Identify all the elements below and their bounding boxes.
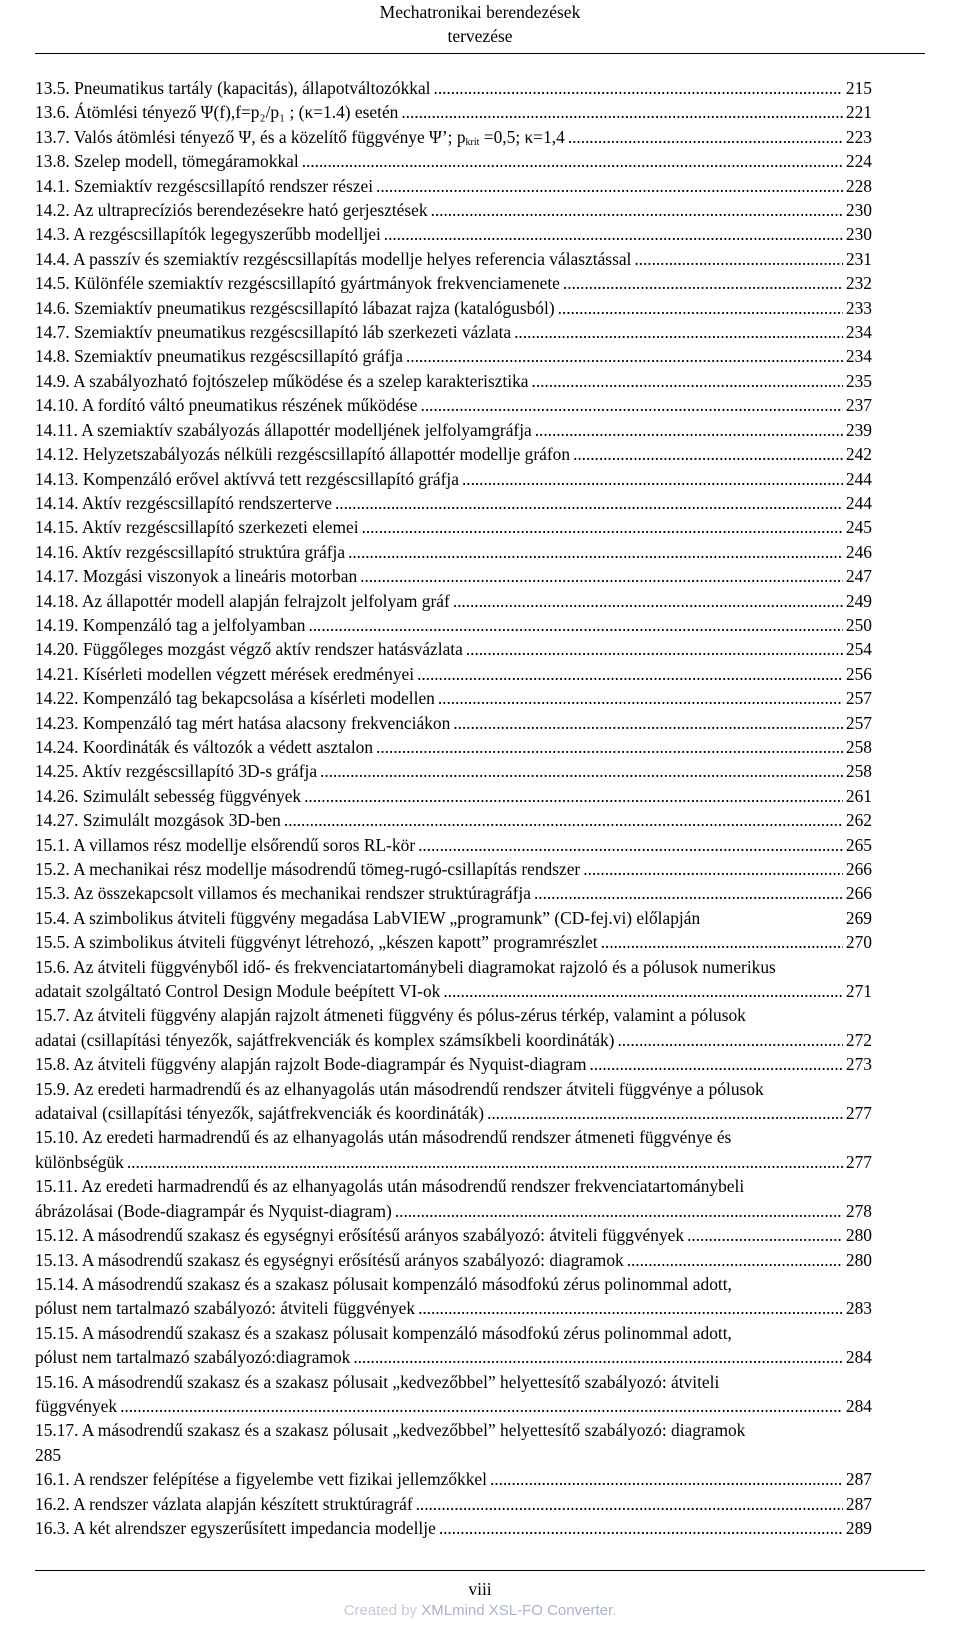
toc-entry-page: 250 bbox=[845, 614, 872, 635]
toc-entry-title: pólust nem tartalmazó szabályozó:diagramok bbox=[35, 1347, 351, 1368]
toc-entry-page: 262 bbox=[845, 810, 872, 831]
toc-entry[interactable] bbox=[35, 1321, 925, 1370]
dot-leader bbox=[418, 1296, 843, 1320]
toc-entry-page: 256 bbox=[845, 663, 872, 684]
toc-entry-title: 14.19. Kompenzáló tag a jelfolyamban bbox=[35, 614, 306, 635]
toc-entry[interactable] bbox=[35, 344, 925, 368]
toc-entry-title: ábrázolásai (Bode-diagrampár és Nyquist-diagram) bbox=[35, 1200, 392, 1221]
toc-entry[interactable] bbox=[35, 76, 925, 100]
toc-entry[interactable] bbox=[35, 735, 925, 759]
dot-leader bbox=[535, 418, 843, 442]
dot-leader bbox=[490, 1467, 843, 1491]
toc-entry-page: 273 bbox=[845, 1054, 872, 1075]
dot-leader bbox=[438, 686, 843, 710]
toc-entry-page: 249 bbox=[845, 590, 872, 611]
toc-entry-title: 14.7. Szemiaktív pneumatikus rezgéscsillapító láb szerkezeti vázlata bbox=[35, 322, 512, 343]
toc-entry-page: 287 bbox=[845, 1469, 872, 1490]
toc-entry-page: 258 bbox=[845, 761, 872, 782]
toc-entry[interactable] bbox=[35, 662, 925, 686]
dot-leader bbox=[466, 637, 843, 661]
toc-entry-page: 261 bbox=[845, 785, 872, 806]
toc-entry-page: 244 bbox=[845, 468, 872, 489]
dot-leader bbox=[443, 979, 843, 1003]
toc-entry-page: 237 bbox=[845, 395, 872, 416]
toc-entry-title: 14.18. Az állapottér modell alapján felrajzolt jelfolyam gráf bbox=[35, 590, 450, 611]
credit-brand-link[interactable]: XMLmind XSL-FO Converter bbox=[421, 1602, 613, 1619]
toc-entry-page: 221 bbox=[845, 102, 872, 123]
dot-leader bbox=[353, 1345, 843, 1369]
dot-leader bbox=[558, 296, 843, 320]
toc-entry-title: 14.24. Koordináták és változók a védett asztalon bbox=[35, 736, 374, 757]
toc-entry[interactable] bbox=[35, 784, 925, 808]
toc-entry-page: 234 bbox=[845, 322, 872, 343]
toc-entry[interactable] bbox=[35, 515, 925, 539]
toc-entry[interactable] bbox=[35, 637, 925, 661]
toc-entry-page: 230 bbox=[845, 200, 872, 221]
toc-entry[interactable] bbox=[35, 247, 925, 271]
toc-entry-page: 233 bbox=[845, 297, 872, 318]
toc-entry-title: adatai (csillapítási tényezők, sajátfrekvenciák és komplex számsíkbeli koordináták) bbox=[35, 1029, 615, 1050]
toc-entry-title: 14.12. Helyzetszabályozás nélküli rezgéscsillapító állapottér modellje gráfon bbox=[35, 444, 571, 465]
credit-prefix: Created by bbox=[343, 1602, 422, 1619]
dot-leader bbox=[417, 662, 843, 686]
toc-entry-page: 269 bbox=[845, 907, 872, 928]
toc-entry-title: 14.14. Aktív rezgéscsillapító rendszerterve bbox=[35, 492, 332, 513]
toc-entry[interactable] bbox=[35, 930, 925, 954]
toc-entry[interactable] bbox=[35, 857, 925, 881]
toc-entry-page: 271 bbox=[845, 981, 872, 1002]
toc-entry-page: 244 bbox=[845, 492, 872, 513]
footer-rule bbox=[35, 1570, 925, 1571]
toc-entry[interactable] bbox=[35, 1272, 925, 1321]
converter-credit bbox=[0, 1602, 960, 1619]
dot-leader bbox=[568, 125, 843, 149]
toc-entry-title: 15.1. A villamos rész modellje elsőrendű soros RL-kör bbox=[35, 834, 416, 855]
dot-leader bbox=[416, 1492, 843, 1516]
toc-entry-page: 254 bbox=[845, 639, 872, 660]
dot-leader bbox=[563, 271, 843, 295]
toc-entry-page: 235 bbox=[845, 370, 872, 391]
toc-entry-title: adatait szolgáltató Control Design Module beépített VI-ok bbox=[35, 981, 441, 1002]
toc-entry-title: 13.8. Szelep modell, tömegáramokkal bbox=[35, 151, 299, 172]
toc-entry[interactable] bbox=[35, 1125, 925, 1174]
list-of-figures bbox=[35, 76, 925, 1540]
toc-entry[interactable] bbox=[35, 833, 925, 857]
toc-entry-page: 266 bbox=[845, 883, 872, 904]
toc-entry-title-line1: 15.11. Az eredeti harmadrendű és az elhanyagolás után másodrendű rendszer frekvenciatartománybeli bbox=[35, 1176, 745, 1197]
toc-entry[interactable] bbox=[35, 320, 925, 344]
toc-entry-page: 284 bbox=[845, 1347, 872, 1368]
dot-leader bbox=[601, 930, 843, 954]
toc-entry[interactable] bbox=[35, 808, 925, 832]
toc-entry[interactable] bbox=[35, 955, 925, 1004]
toc-entry[interactable] bbox=[35, 1174, 925, 1223]
dot-leader bbox=[418, 833, 843, 857]
toc-entry-page: 272 bbox=[845, 1029, 872, 1050]
toc-entry[interactable] bbox=[35, 149, 925, 173]
toc-entry-title: 14.10. A fordító váltó pneumatikus részének működése bbox=[35, 395, 418, 416]
toc-entry-page: 234 bbox=[845, 346, 872, 367]
toc-entry-page: 289 bbox=[845, 1517, 872, 1538]
toc-entry-page: 228 bbox=[845, 175, 872, 196]
toc-entry-title: 14.11. A szemiaktív szabályozás állapottér modelljének jelfolyamgráfja bbox=[35, 419, 532, 440]
toc-entry-title: 14.27. Szimulált mozgások 3D-ben bbox=[35, 810, 281, 831]
toc-entry-title: 15.12. A másodrendű szakasz és egységnyi erősítésű arányos szabályozó: átviteli függvények bbox=[35, 1225, 685, 1246]
toc-entry-title: 14.25. Aktív rezgéscsillapító 3D-s gráfja bbox=[35, 761, 318, 782]
toc-entry-page: 242 bbox=[845, 444, 872, 465]
toc-entry[interactable] bbox=[35, 491, 925, 515]
toc-entry[interactable] bbox=[35, 1248, 925, 1272]
toc-entry-page: 246 bbox=[845, 541, 872, 562]
toc-entry-title: 14.3. A rezgéscsillapítók legegyszerűbb modelljei bbox=[35, 224, 381, 245]
toc-entry[interactable] bbox=[35, 1003, 925, 1052]
toc-entry-title: 14.2. Az ultraprecíziós berendezésekre ható gerjesztések bbox=[35, 200, 428, 221]
dot-leader bbox=[573, 442, 843, 466]
dot-leader bbox=[487, 1101, 843, 1125]
toc-entry-title: 15.8. Az átviteli függvény alapján rajzolt Bode-diagrampár és Nyquist-diagram bbox=[35, 1054, 587, 1075]
toc-entry[interactable] bbox=[35, 271, 925, 295]
toc-entry-title: 14.6. Szemiaktív pneumatikus rezgéscsillapító lábazat rajza (katalógusból) bbox=[35, 297, 555, 318]
toc-entry-title: 13.6. Átömlési tényező Ψ(f),f=p₂/p₁ ; (κ=1.4) esetén bbox=[35, 102, 399, 123]
toc-entry-page: 247 bbox=[845, 566, 872, 587]
toc-entry-page: 230 bbox=[845, 224, 872, 245]
toc-entry-title: függvények bbox=[35, 1395, 118, 1416]
dot-leader bbox=[384, 222, 843, 246]
toc-entry[interactable] bbox=[35, 613, 925, 637]
toc-entry-title: 16.2. A rendszer vázlata alapján készített struktúragráf bbox=[35, 1493, 413, 1514]
toc-entry[interactable] bbox=[35, 467, 925, 491]
toc-entry-title-line1: 15.16. A másodrendű szakasz és a szakasz pólusait „kedvezőbbel” helyettesítő szabályozó: átviteli bbox=[35, 1371, 720, 1392]
toc-entry-title-line1: 15.17. A másodrendű szakasz és a szakasz pólusait „kedvezőbbel” helyettesítő szabályozó: diagramok bbox=[35, 1420, 746, 1441]
dot-leader bbox=[362, 515, 843, 539]
header-title-line2: tervezése bbox=[447, 26, 513, 46]
toc-entry-title: 14.21. Kísérleti modellen végzett mérések eredményei bbox=[35, 663, 415, 684]
toc-entry-title-line1: 15.10. Az eredeti harmadrendű és az elhanyagolás után másodrendű rendszer átmeneti függvénye és bbox=[35, 1127, 732, 1148]
toc-entry-title: 14.1. Szemiaktív rezgéscsillapító rendszer részei bbox=[35, 175, 374, 196]
toc-entry[interactable] bbox=[35, 369, 925, 393]
dot-leader bbox=[583, 857, 843, 881]
dot-leader bbox=[320, 759, 843, 783]
toc-entry-title: 14.23. Kompenzáló tag mért hatása alacsony frekvenciákon bbox=[35, 712, 451, 733]
toc-entry[interactable] bbox=[35, 222, 925, 246]
dot-leader bbox=[634, 247, 843, 271]
toc-entry-title: 15.4. A szimbolikus átviteli függvény megadása LabVIEW „programunk” (CD-fej.vi) előlapján bbox=[35, 907, 701, 928]
toc-entry-title: 14.13. Kompenzáló erővel aktívvá tett rezgéscsillapító gráfja bbox=[35, 468, 459, 489]
toc-entry[interactable] bbox=[35, 1077, 925, 1126]
toc-entry-page: 257 bbox=[845, 688, 872, 709]
toc-entry[interactable] bbox=[35, 564, 925, 588]
toc-entry-title: 13.7. Valós átömlési tényező Ψ, és a közelítő függvénye Ψ’; $p_{krit} =0,5$; κ=1,4 bbox=[35, 126, 565, 148]
header-title-line1: Mechatronikai berendezések bbox=[379, 2, 581, 22]
toc-entry[interactable] bbox=[35, 1516, 925, 1540]
toc-entry-page: 258 bbox=[845, 736, 872, 757]
toc-entry-title: 14.22. Kompenzáló tag bekapcsolása a kísérleti modellen bbox=[35, 688, 435, 709]
toc-entry-title-line1: 15.14. A másodrendű szakasz és a szakasz pólusait kompenzáló másodfokú zérus polinommal adott, bbox=[35, 1273, 732, 1294]
toc-entry-title: 15.13. A másodrendű szakasz és egységnyi erősítésű arányos szabályozó: diagramok bbox=[35, 1249, 624, 1270]
toc-entry-title-line1: 15.15. A másodrendű szakasz és a szakasz pólusait kompenzáló másodfokú zérus polinommal adott, bbox=[35, 1322, 732, 1343]
toc-entry-title: 14.4. A passzív és szemiaktív rezgéscsillapítás modellje helyes referencia választással bbox=[35, 248, 632, 269]
dot-leader bbox=[308, 613, 842, 637]
toc-entry[interactable] bbox=[35, 100, 925, 124]
dot-leader bbox=[376, 174, 843, 198]
toc-entry-page: 287 bbox=[845, 1493, 872, 1514]
toc-entry-page: 277 bbox=[845, 1151, 872, 1172]
toc-entry-page: 277 bbox=[845, 1103, 872, 1124]
toc-entry-title: 14.8. Szemiaktív pneumatikus rezgéscsillapító gráfja bbox=[35, 346, 403, 367]
toc-entry[interactable] bbox=[35, 759, 925, 783]
page-number: viii bbox=[468, 1579, 492, 1599]
toc-entry-page: 257 bbox=[845, 712, 872, 733]
credit-suffix: . bbox=[612, 1602, 617, 1619]
toc-entry[interactable] bbox=[35, 1223, 925, 1247]
toc-entry[interactable] bbox=[35, 540, 925, 564]
toc-entry[interactable] bbox=[35, 174, 925, 198]
toc-entry-page: 265 bbox=[845, 834, 872, 855]
toc-entry[interactable] bbox=[35, 686, 925, 710]
toc-entry-title: 16.1. A rendszer felépítése a figyelembe vett fizikai jellemzőkkel bbox=[35, 1469, 487, 1490]
toc-entry[interactable] bbox=[35, 296, 925, 320]
toc-entry-title: 14.16. Aktív rezgéscsillapító struktúra gráfja bbox=[35, 541, 346, 562]
toc-entry[interactable] bbox=[35, 442, 925, 466]
dot-leader bbox=[335, 491, 843, 515]
toc-entry[interactable] bbox=[35, 1052, 925, 1076]
toc-entry[interactable] bbox=[35, 1467, 925, 1491]
toc-entry-title: 15.3. Az összekapcsolt villamos és mechanikai rendszer struktúragráfja bbox=[35, 883, 531, 904]
toc-entry-title-line1: 15.9. Az eredeti harmadrendű és az elhanyagolás után másodrendű rendszer átviteli függvénye a pólusok bbox=[35, 1078, 764, 1099]
toc-entry-page: 239 bbox=[845, 419, 872, 440]
toc-entry-page: 285 bbox=[35, 1444, 62, 1465]
dot-leader bbox=[627, 1248, 843, 1272]
toc-entry-page: 245 bbox=[845, 517, 872, 538]
toc-entry-page: 215 bbox=[845, 78, 872, 98]
toc-entry-page: 284 bbox=[845, 1395, 872, 1416]
toc-entry-title: 16.3. A két alrendszer egyszerűsített impedancia modellje bbox=[35, 1517, 436, 1538]
toc-entry[interactable] bbox=[35, 589, 925, 613]
dot-leader bbox=[421, 393, 843, 417]
dot-leader bbox=[453, 711, 843, 735]
toc-entry[interactable] bbox=[35, 881, 925, 905]
dot-leader bbox=[439, 1516, 843, 1540]
toc-entry-page: 280 bbox=[845, 1225, 872, 1246]
toc-entry[interactable] bbox=[35, 393, 925, 417]
toc-entry-title: 14.26. Szimulált sebesség függvények bbox=[35, 785, 302, 806]
toc-entry-title: 15.2. A mechanikai rész modellje másodrendű tömeg-rugó-csillapítás rendszer bbox=[35, 859, 581, 879]
dot-leader bbox=[532, 369, 843, 393]
dot-leader bbox=[360, 564, 843, 588]
toc-entry-title: pólust nem tartalmazó szabályozó: átviteli függvények bbox=[35, 1298, 416, 1319]
toc-entry[interactable] bbox=[35, 1370, 925, 1419]
toc-entry[interactable] bbox=[35, 906, 925, 930]
toc-entry-title: 14.9. A szabályozható fojtószelep működése és a szelep karakterisztika bbox=[35, 370, 529, 391]
dot-leader bbox=[120, 1394, 843, 1418]
dot-leader bbox=[462, 467, 843, 491]
dot-leader bbox=[453, 589, 843, 613]
toc-entry[interactable] bbox=[35, 418, 925, 442]
toc-entry-title: 14.15. Aktív rezgéscsillapító szerkezeti elemei bbox=[35, 517, 359, 538]
toc-entry-page: 270 bbox=[845, 932, 872, 953]
dot-leader bbox=[514, 320, 843, 344]
toc-entry-title: 14.17. Mozgási viszonyok a lineáris motorban bbox=[35, 566, 358, 587]
toc-entry-page: 223 bbox=[845, 126, 872, 147]
toc-entry[interactable] bbox=[35, 711, 925, 735]
dot-leader bbox=[284, 808, 843, 832]
dot-leader bbox=[376, 735, 843, 759]
toc-entry-page: 278 bbox=[845, 1200, 872, 1221]
toc-entry-title: 14.5. Különféle szemiaktív rezgéscsillapító gyártmányok frekvenciamenete bbox=[35, 273, 560, 294]
toc-entry[interactable] bbox=[35, 1492, 925, 1516]
toc-entry-page: 232 bbox=[845, 273, 872, 294]
dot-leader bbox=[431, 198, 843, 222]
toc-entry-title: különbségük bbox=[35, 1151, 124, 1172]
toc-entry-title-line1: 15.6. Az átviteli függvényből idő- és frekvenciatartománybeli diagramokat rajzoló és a pólusok numerikus bbox=[35, 956, 776, 977]
toc-entry-page: 231 bbox=[845, 248, 872, 269]
dot-leader bbox=[127, 1150, 843, 1174]
toc-entry-page: 280 bbox=[845, 1249, 872, 1270]
toc-entry-title-line1: 15.7. Az átviteli függvény alapján rajzolt átmeneti függvény és pólus-zérus térkép, valamint a pólusok bbox=[35, 1005, 746, 1026]
dot-leader bbox=[434, 76, 843, 100]
dot-leader bbox=[590, 1052, 843, 1076]
dot-leader bbox=[687, 1223, 843, 1247]
toc-entry[interactable] bbox=[35, 1418, 925, 1467]
toc-entry[interactable] bbox=[35, 125, 925, 149]
dot-leader bbox=[406, 344, 843, 368]
dot-leader bbox=[401, 100, 843, 124]
toc-entry-title: 13.5. Pneumatikus tartály (kapacitás), állapotváltozókkal bbox=[35, 78, 431, 98]
dot-leader bbox=[348, 540, 843, 564]
dot-leader bbox=[302, 149, 843, 173]
dot-leader bbox=[617, 1028, 842, 1052]
toc-entry-page: 266 bbox=[845, 859, 872, 879]
toc-entry-page: 283 bbox=[845, 1298, 872, 1319]
toc-entry-page: 224 bbox=[845, 151, 872, 172]
header-rule bbox=[35, 53, 925, 54]
dot-leader bbox=[534, 881, 843, 905]
toc-entry-title: 15.5. A szimbolikus átviteli függvényt létrehozó, „készen kapott” programrészlet bbox=[35, 932, 598, 953]
toc-entry[interactable] bbox=[35, 198, 925, 222]
toc-entry-title: 14.20. Függőleges mozgást végző aktív rendszer hatásvázlata bbox=[35, 639, 463, 660]
toc-entry-title: adataival (csillapítási tényezők, sajátfrekvenciák és koordináták) bbox=[35, 1103, 485, 1124]
subscript-text: krit bbox=[465, 136, 480, 148]
dot-leader bbox=[395, 1199, 843, 1223]
dot-leader bbox=[304, 784, 843, 808]
